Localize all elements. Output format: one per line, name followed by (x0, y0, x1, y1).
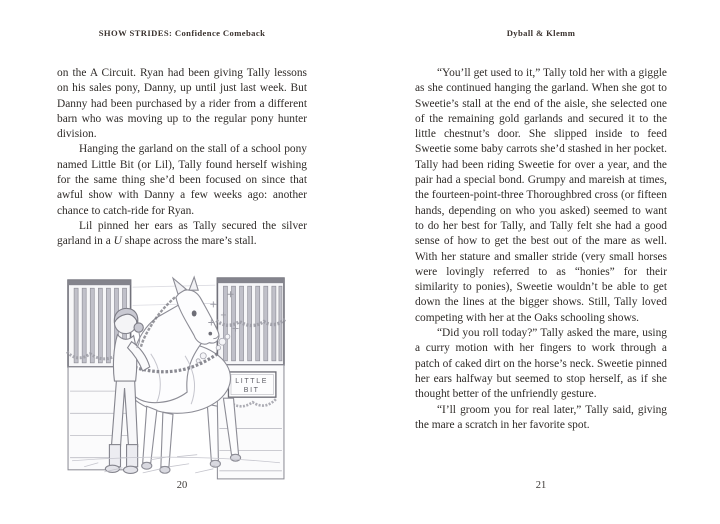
page-number-right: 21 (535, 480, 547, 491)
body-paragraph: on the A Circuit. Ryan had been giving Tally lessons on his sales pony, Danny, up until just last week. But Danny had been purchased by a rider from a different barn who was moving up to the regular pony hunter division. (57, 67, 307, 141)
body-paragraph: “Did you roll today?” Tally asked the mare, using a curry motion with her fingers to work through a patch of caked dirt on the horse’s neck. Sweetie pinned her ears halfway but seemed to stop herself, as if she thought better of the unfriendly gesture. (415, 327, 667, 401)
italic-letter: U (113, 235, 122, 248)
body-paragraph (57, 219, 307, 250)
left-text-column (57, 66, 307, 250)
running-header-left: SHOW STRIDES: Confidence Comeback (98, 28, 266, 38)
right-text-column (415, 66, 667, 433)
paragraph-text: shape across the mare’s stall. (121, 235, 257, 248)
body-paragraph: “I’ll groom you for real later,” Tally said, giving the mare a scratch in her favorite spot. (415, 403, 667, 431)
stall-illustration-svg (64, 274, 288, 482)
stall-sign (228, 372, 275, 397)
sign-line-2: BIT (243, 387, 260, 395)
stall-illustration (64, 274, 288, 482)
page-number-left: 20 (176, 480, 188, 491)
body-paragraph: “You’ll get used to it,” Tally told her with a giggle as she continued hanging the garland. When she got to Sweetie’s stall at the end of the aisle, she selected one of the remaining gold garlands and secured it to the little chestnut’s door. She slipped inside to feed Sweetie some baby carrots she’d stashed in her pocket. Tally had been riding Sweetie for over a year, and the pair had a special bond. Grumpy and mareish at times, the fourteen-point-three Thoroughbred cross (or fifteen hands, depending on who you asked) seemed to want to do her best for Tally, and Tally felt she had a good sense of how to get the best out of the mare as well. With her stature and smaller stride (very small horses were lovingly referred to as “honies” for their similarity to ponies), Sweetie wouldn’t be able to get down the lines at the bigger shows. Still, Tally loved competing with her at the Oaks schooling shows. (415, 67, 667, 324)
body-paragraph: Hanging the garland on the stall of a school pony named Little Bit (or Lil), Tally found herself wishing for the same thing she’d been focused on since that awful show with Danny a few weeks ago: another chance to catch-ride for Ryan. (57, 143, 307, 217)
sign-line-1: LITTLE (235, 378, 269, 386)
paragraph-text: Lil pinned her ears as Tally secured the silver garland in a (57, 219, 307, 248)
running-header-right: Dyball & Klemm (506, 28, 576, 38)
